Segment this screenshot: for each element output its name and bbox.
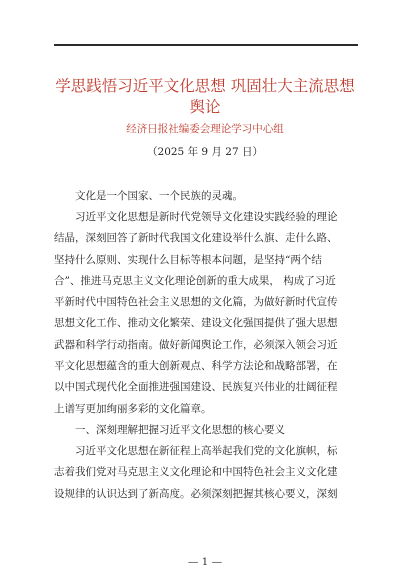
paragraph-line: 上谱写更加绚丽多彩的文化篇章。: [54, 402, 212, 415]
title-line-1: 学思践悟习近平文化思想 巩固壮大主流思想: [55, 77, 355, 95]
paragraph-line: 武器和科学行动指南。做好新闻舆论工作，必须深入领会习近: [54, 338, 338, 351]
page-number: — 1 —: [187, 556, 223, 568]
paragraph-line: 习近平文化思想是新时代党领导文化建设实践经验的理论: [75, 211, 338, 223]
header-rule: [54, 44, 358, 46]
paragraph-line: 平文化思想蕴含的重大创新观点、科学方法论和战略部署，在: [54, 360, 338, 373]
document-title: [40, 76, 370, 118]
paragraph-line: 坚持什么原则、实现什么目标等根本问题，是坚持“两个结: [54, 253, 322, 266]
paragraph-3: [54, 441, 360, 505]
paragraph-line: 思想文化工作、推动文化繁荣、建设文化强国提供了强大思想: [54, 317, 338, 330]
author-line: 经济日报社编委会理论学习中心组: [126, 123, 284, 135]
paragraph-2: [54, 207, 360, 420]
title-line-2: 舆论: [189, 98, 221, 116]
paragraph-line: 结晶，深刻回答了新时代我国文化建设举什么旗、走什么路、: [54, 232, 338, 245]
paragraph-line: 志着我们党对马克思主义文化理论和中国特色社会主义文化建: [54, 466, 338, 479]
paragraph-line: 习近平文化思想在新征程上高举起我们党的文化旗帜，标: [75, 445, 338, 457]
paragraph-line: 平新时代中国特色社会主义思想的文化篇，为做好新时代宣传: [54, 296, 338, 309]
paragraph-line: 文化是一个国家、一个民族的灵魂。: [75, 190, 243, 202]
section-heading-text: 一、深刻理解把握习近平文化思想的核心要义: [75, 424, 285, 436]
paragraph-line: 合”、推进马克思主义文化理论创新的重大成果， 构成了习近: [54, 274, 336, 287]
paragraph-line: 以中国式现代化全面推进强国建设、民族复兴伟业的壮阔征程: [54, 381, 338, 394]
paragraph-line: 设规律的认识达到了新高度。必须深刻把握其核心要义，深刻: [54, 487, 338, 500]
paragraph-1: [54, 186, 360, 207]
section-heading-1: [54, 420, 360, 441]
date-line: （2025 年 9 月 27 日）: [147, 146, 263, 158]
